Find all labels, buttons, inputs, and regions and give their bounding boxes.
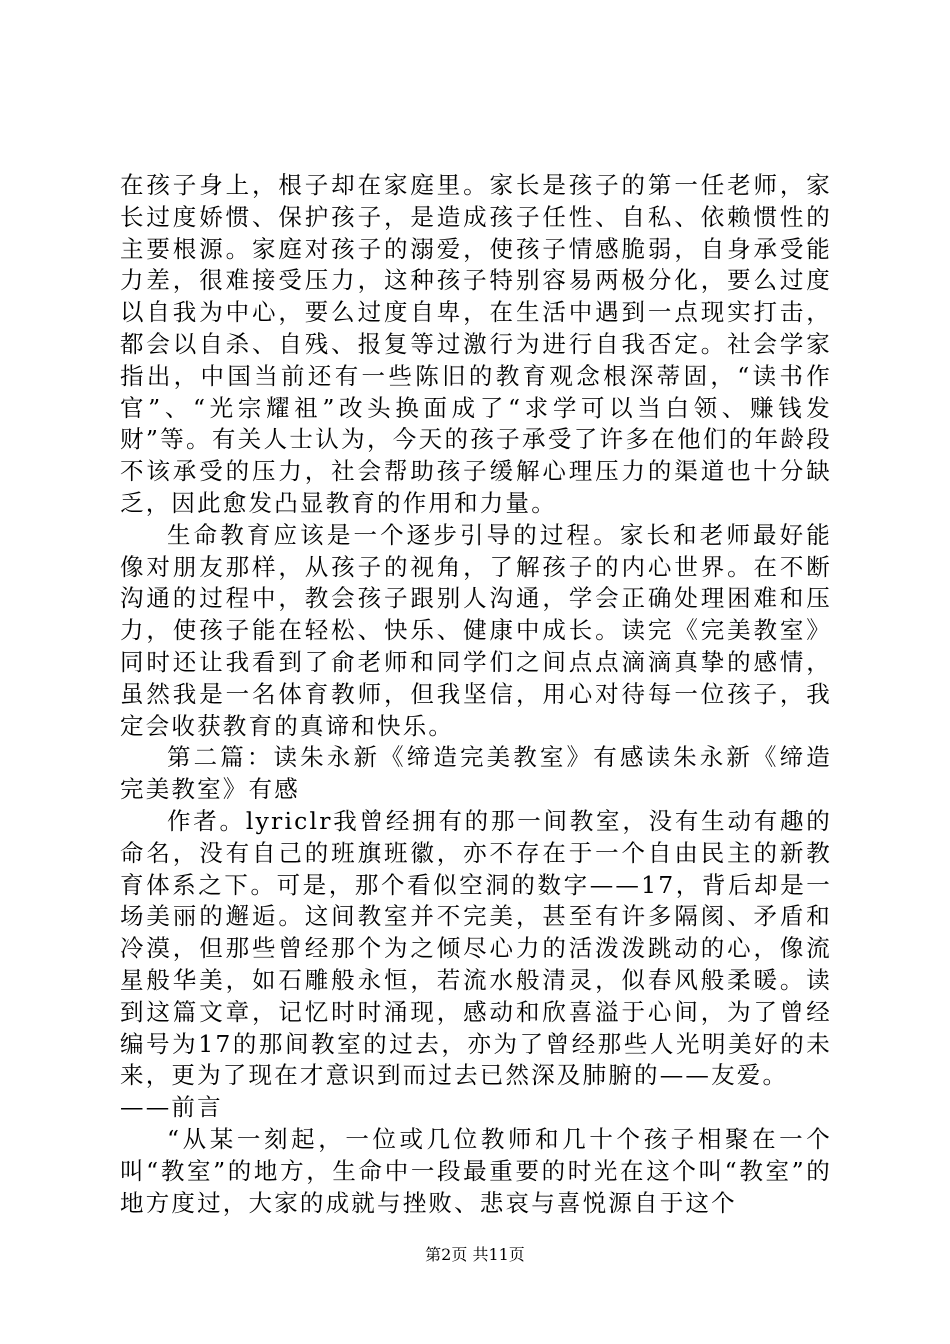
page-number-footer: 第2页 共11页 xyxy=(425,1245,525,1264)
document-body xyxy=(120,170,832,1219)
paragraph-preface-label: ——前言 xyxy=(120,1093,223,1122)
section-heading-second-article: 第二篇：读朱永新《缔造完美教室》有感读朱永新《缔造完美教室》有感 xyxy=(120,743,832,804)
paragraph-continued: 在孩子身上，根子却在家庭里。家长是孩子的第一任老师，家长过度娇惯、保护孩子，是造成孩子任性、自私、依赖惯性的主要根源。家庭对孩子的溺爱，使孩子情感脆弱，自身承受能力差，很难接受压力，这种孩子特别容易两极分化，要么过度以自我为中心，要么过度自卑，在生活中遇到一点现实打击，都会以自杀、自残、报复等过激行为进行自我否定。社会学家指出，中国当前还有一些陈旧的教育观念根深蒂固，“读书作官”、“光宗耀祖”改头换面成了“求学可以当白领、赚钱发财”等。有关人士认为，今天的孩子承受了许多在他们的年龄段不该承受的压力，社会帮助孩子缓解心理压力的渠道也十分缺乏，因此愈发凸显教育的作用和力量。 xyxy=(120,171,832,517)
paragraph-life-education: 生命教育应该是一个逐步引导的过程。家长和老师最好能像对朋友那样，从孩子的视角，了解孩子的内心世界。在不断沟通的过程中，教会孩子跟别人沟通，学会正确处理困难和压力，使孩子能在轻松、快乐、健康中成长。读完《完美教室》同时还让我看到了俞老师和同学们之间点点滴滴真挚的感情，虽然我是一名体育教师，但我坚信，用心对待每一位孩子，我定会收获教育的真谛和快乐。 xyxy=(120,520,832,740)
paragraph-quote: “从某一刻起，一位或几位教师和几十个孩子相聚在一个叫“教室”的地方，生命中一段最重要的时光在这个叫“教室”的地方度过，大家的成就与挫败、悲哀与喜悦源自于这个 xyxy=(120,1124,832,1217)
paragraph-author-intro: 作者。lyriclr我曾经拥有的那一间教室，没有生动有趣的命名，没有自己的班旗班徽，亦不存在于一个自由民主的新教育体系之下。可是，那个看似空洞的数字——17，背后却是一场美丽的邂逅。这间教室并不完美，甚至有许多隔阂、矛盾和冷漠，但那些曾经那个为之倾尽心力的活泼泼跳动的心，像流星般华美，如石雕般永恒，若流水般清灵，似春风般柔暖。读到这篇文章，记忆时时涌现，感动和欣喜溢于心间，为了曾经编号为17的那间教室的过去，亦为了曾经那些人光明美好的未来，更为了现在才意识到而过去已然深及肺腑的——友爱。 xyxy=(120,806,832,1090)
